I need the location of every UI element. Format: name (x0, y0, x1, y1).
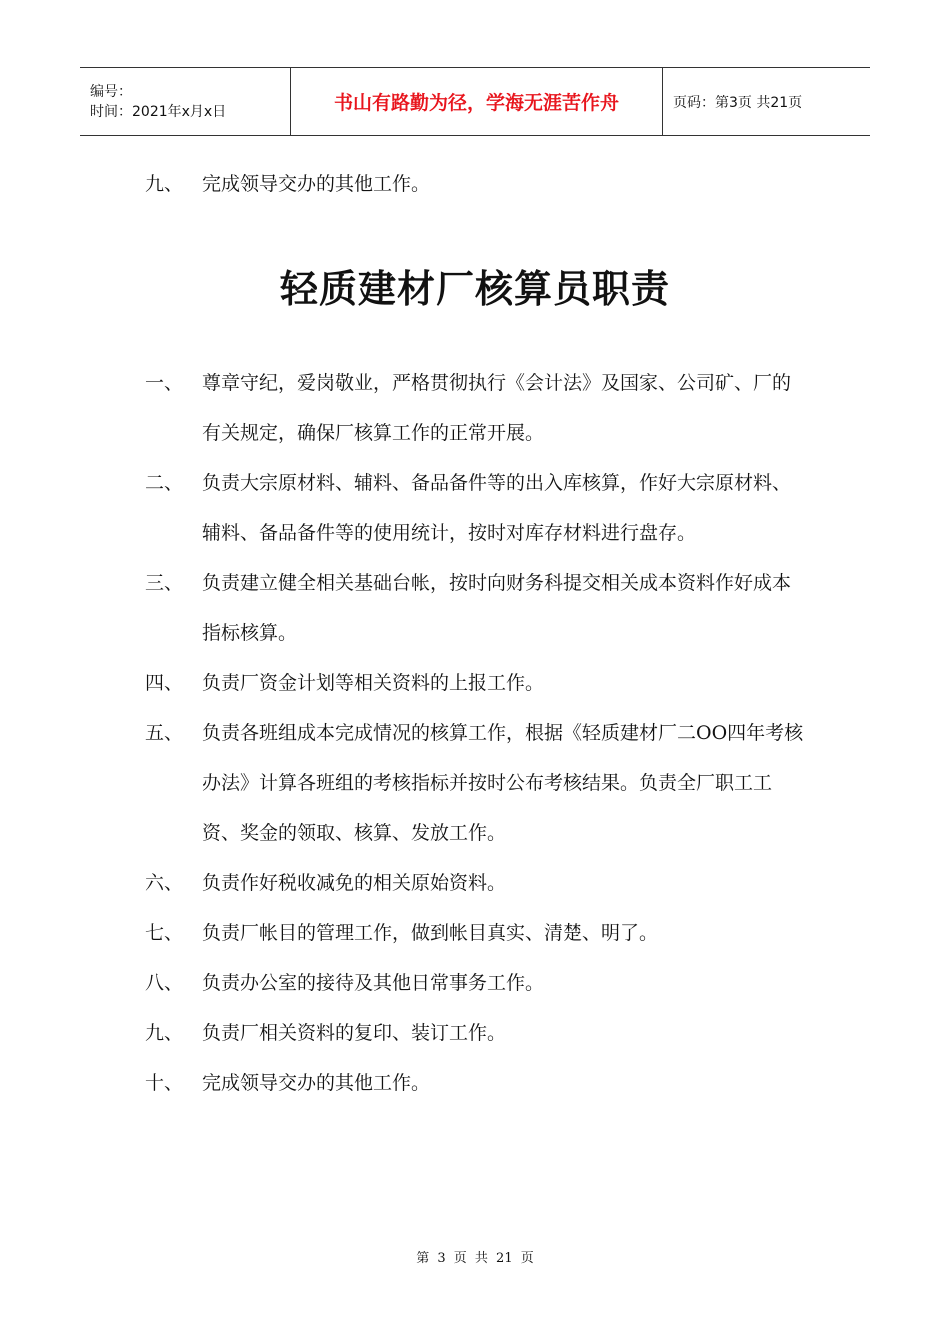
item-number: 九、 (145, 1022, 184, 1044)
duties-list (145, 358, 807, 1108)
list-item (145, 458, 807, 558)
page-footer: 第 3 页 共 21 页 (416, 1251, 534, 1266)
list-item (145, 1008, 807, 1058)
date-label: 时间：2021年x月x日 (90, 103, 227, 120)
item-number: 五、 (145, 722, 184, 744)
serial-number-label: 编号： (90, 83, 132, 100)
item-number: 四、 (145, 672, 184, 694)
item-number: 九、 (145, 173, 184, 195)
item-text: 负责办公室的接待及其他日常事务工作。 (202, 972, 545, 994)
section-title: 轻质建材厂核算员职责 (279, 267, 670, 311)
item-text: 负责厂帐目的管理工作，做到帐目真实、清楚、明了。 (202, 922, 659, 944)
list-item (145, 858, 807, 908)
list-item (145, 358, 807, 458)
item-number: 一、 (145, 372, 184, 394)
item-number: 二、 (145, 472, 184, 494)
item-text: 负责厂相关资料的复印、装订工作。 (202, 1022, 507, 1044)
header-meta (80, 68, 291, 136)
item-text: 负责厂资金计划等相关资料的上报工作。 (202, 672, 545, 694)
document-header (80, 67, 870, 136)
item-text: 负责作好税收减免的相关原始资料。 (202, 872, 507, 894)
list-item (145, 1058, 807, 1108)
header-page-info: 页码：第3页 共21页 (663, 68, 871, 136)
item-text: 完成领导交办的其他工作。 (202, 1072, 431, 1094)
item-text: 完成领导交办的其他工作。 (202, 173, 431, 195)
item-text: 尊章守纪，爱岗敬业，严格贯彻执行《会计法》及国家、公司矿、厂的有关规定，确保厂核算工作的正常开展。 (202, 372, 792, 444)
item-number: 七、 (145, 922, 184, 944)
previous-section-list (145, 159, 807, 209)
header-motto: 书山有路勤为径，学海无涯苦作舟 (291, 68, 663, 136)
list-item (145, 558, 807, 658)
item-text: 负责大宗原材料、辅料、备品备件等的出入库核算，作好大宗原材料、辅料、备品备件等的使用统计，按时对库存材料进行盘存。 (202, 472, 792, 544)
item-number: 六、 (145, 872, 184, 894)
item-text: 负责建立健全相关基础台帐，按时向财务科提交相关成本资料作好成本指标核算。 (202, 572, 792, 644)
list-item (145, 708, 807, 858)
item-number: 十、 (145, 1072, 184, 1094)
list-item (145, 908, 807, 958)
item-number: 八、 (145, 972, 184, 994)
item-text: 负责各班组成本完成情况的核算工作，根据《轻质建材厂二OO四年考核办法》计算各班组的考核指标并按时公布考核结果。负责全厂职工工资、奖金的领取、核算、发放工作。 (202, 722, 804, 844)
item-number: 三、 (145, 572, 184, 594)
list-item (145, 159, 807, 209)
list-item (145, 658, 807, 708)
list-item (145, 958, 807, 1008)
